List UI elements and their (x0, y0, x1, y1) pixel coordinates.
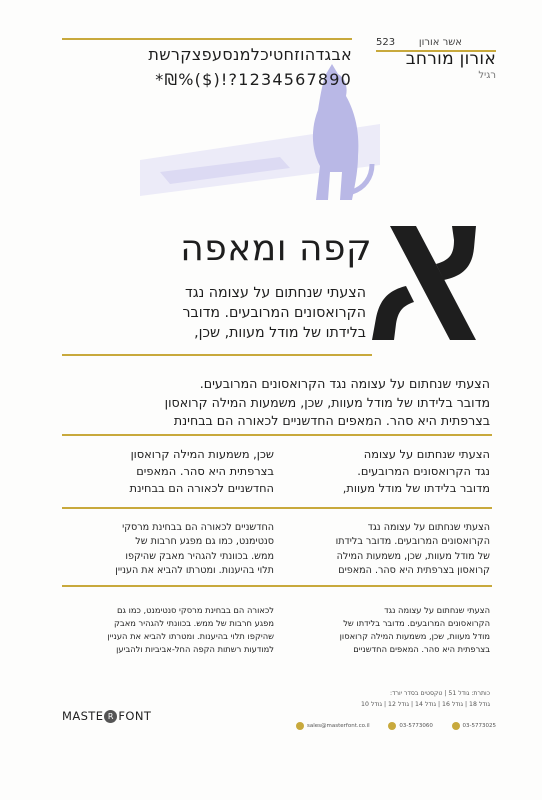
phone-contact[interactable] (388, 722, 432, 730)
text-line: מפגע חרבות של ממש. בכוונתי להגהיר מאבק (114, 618, 274, 628)
font-weight: רגיל (478, 70, 496, 81)
alphabet-rule (62, 38, 352, 40)
body-line: מדובר בלידתו של מודל מעוות, שכן, משמעות המילה קרואסון (164, 394, 490, 410)
email-contact[interactable] (296, 722, 370, 730)
text-line: קרואסון בצרפתית היא סהר. המאפים (338, 565, 490, 577)
contact-bar (296, 722, 496, 730)
numerals-line: 1234567890?!($)%₪* (155, 70, 352, 89)
intro-line: הצעתי שנחתום על עצומה נגד (185, 285, 366, 301)
column-text-left-large (62, 446, 274, 497)
body-line: בצרפתית היא סהר. המאפים החדשניים לכאורה הם בבחינת (173, 413, 490, 428)
intro-line: הקרואסונים המרובעים. מדובר (182, 305, 366, 321)
designer-name: אשר אורון (418, 37, 462, 48)
text-line: תלוי בהיענות. ומטרתו להביא את העניין (115, 565, 274, 577)
text-line: החדשניים לכאורה הם בבחינת מרסקי (122, 522, 274, 533)
logo-mark: R (104, 710, 117, 723)
email-icon (296, 722, 304, 730)
text-line: מדובר בלידתו של מודל מעוות, (342, 481, 490, 495)
text-line: הצעתי שנחתום על עצומה נגד (384, 605, 490, 615)
divider (62, 354, 372, 356)
fax-contact[interactable] (452, 722, 496, 730)
size-legend-line: כותרת: גודל 51 | טקסטים בסדר יורד: (390, 690, 490, 697)
text-line: ממש. בכוונתי להגהיר מאבק שהיקפו (125, 550, 274, 562)
text-line: של מודל מעוות, שכן, משמעות המילה (336, 550, 490, 562)
font-number: 523 (376, 37, 396, 48)
column-text-right-small (290, 604, 490, 656)
text-line: לכאורה הם בבחינת מרסקי סנטימנט, כמו גם (117, 605, 274, 615)
column-text-left-small (62, 604, 274, 656)
logo-text-left: MASTE (62, 709, 104, 723)
divider (62, 434, 492, 436)
fax-text: 03-5773025 (462, 723, 496, 729)
text-line: בצרפתית היא סהר. המאפים (136, 464, 274, 478)
email-text: sales@masterfont.co.il (307, 723, 370, 729)
text-line: למודעות רשתות הקפה החל-אביביות ולהביען (116, 644, 274, 654)
size-legend-line: גודל 18 | גודל 16 | גודל 14 | גודל 12 | גודל 10 (361, 701, 490, 708)
font-name: אורון מורחב (405, 49, 496, 69)
phone-text: 03-5773060 (399, 723, 433, 729)
size-legend (290, 688, 490, 710)
text-line: שכן, משמעות המילה קרואסון (130, 447, 274, 461)
alphabet-line: אבגדהוזחטיכלמנסעפצקרשת (148, 45, 352, 64)
headline: קפה ומאפה (180, 228, 372, 269)
body-line: הצעתי שנחתום על עצומה נגד הקרואסונים המרובעים. (199, 376, 490, 391)
masterfont-logo (62, 707, 151, 725)
divider (62, 507, 492, 509)
text-line: נגד הקרואסונים המרובעים. (357, 464, 490, 478)
column-text-right-large (290, 446, 490, 497)
fax-icon (452, 722, 460, 730)
text-line: סנטימנט, כמו גם מפגע חרבות של (135, 536, 274, 548)
logo-text-right: FONT (118, 709, 152, 723)
intro-paragraph (62, 283, 366, 343)
column-text-right-medium (290, 521, 490, 579)
column-text-left-medium (62, 521, 274, 579)
body-paragraph (60, 375, 490, 431)
text-line: הצעתי שנחתום על עצומה נגד (367, 522, 490, 533)
phone-icon (388, 722, 396, 730)
text-line: מודל מעוות, שכן, משמעות המילה קרואסון (339, 631, 490, 641)
text-line: בצרפתית היא סהר. המאפים החדשניים (353, 644, 490, 654)
divider (62, 585, 492, 587)
text-line: הקרואסונים המרובעים. מדובר בלידתו של (343, 618, 490, 628)
intro-line: בלידתו של מודל מעוות, שכן, (194, 325, 366, 341)
text-line: החדשניים לכאורה הם בבחינת (129, 481, 274, 495)
big-alef-glyph (372, 218, 492, 348)
text-line: הצעתי שנחתום על עצומה (363, 447, 490, 461)
text-line: הקרואסונים המרובעים. מדובר בלידתו (335, 536, 490, 548)
text-line: שהיקפו תלוי בהיענות. ומטרתו להביא את העניין (107, 631, 274, 641)
